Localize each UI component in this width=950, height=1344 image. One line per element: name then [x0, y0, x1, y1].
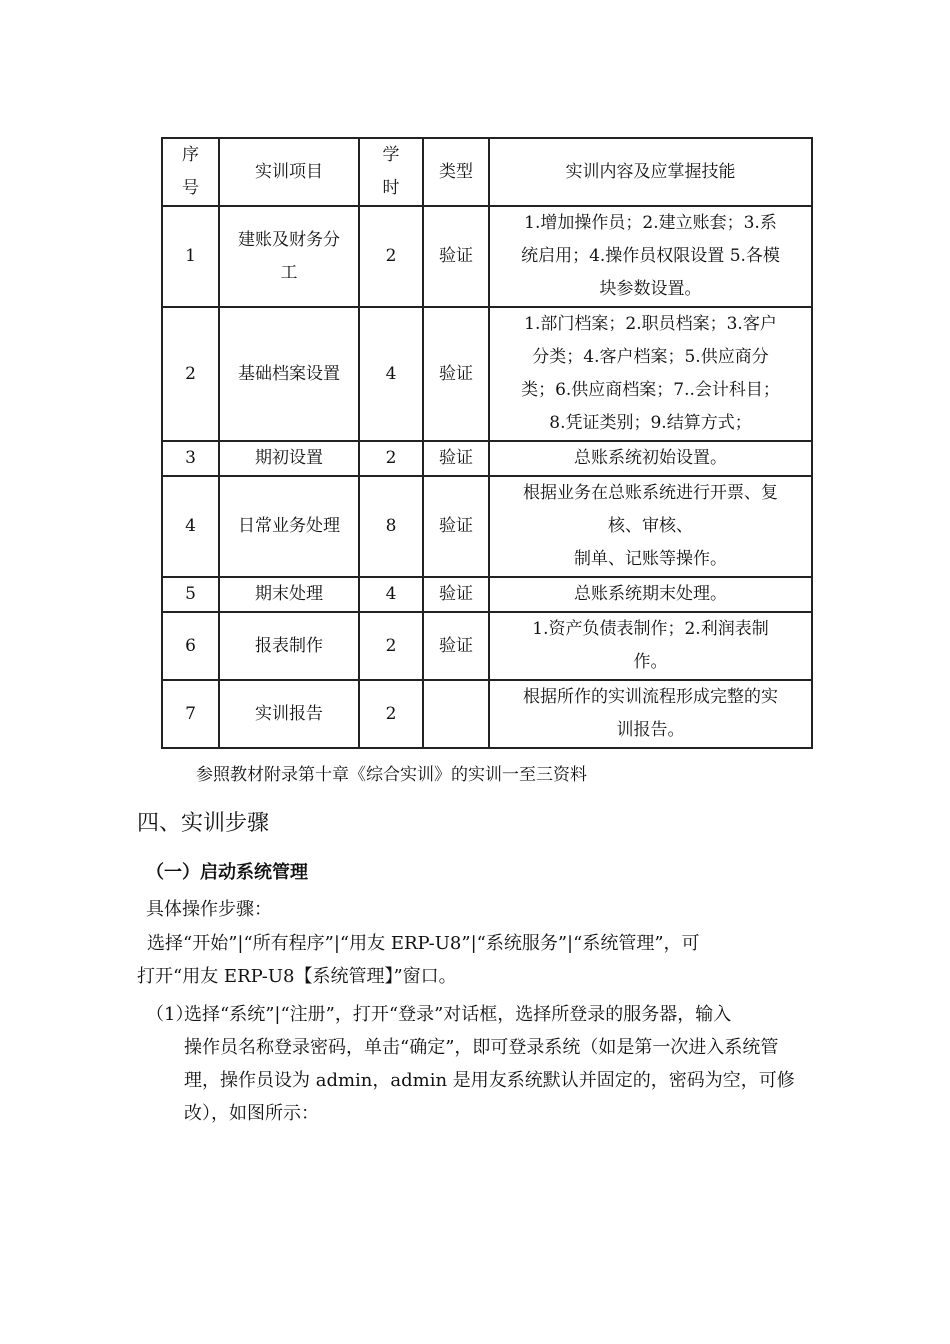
- cell-hours: 2: [359, 206, 423, 307]
- step-paragraph: [137, 927, 837, 993]
- cell-hours: 2: [359, 612, 423, 680]
- cell-no: 1: [162, 206, 219, 307]
- cell-hours: 4: [359, 307, 423, 441]
- header-type: 类型: [423, 138, 489, 206]
- cell-content: 根据所作的实训流程形成完整的实 训报告。: [489, 680, 812, 748]
- cell-item: 期初设置: [219, 441, 359, 476]
- cell-item: 日常业务处理: [219, 476, 359, 577]
- table-row: [162, 441, 812, 476]
- cell-hours: 4: [359, 577, 423, 612]
- cell-item: 实训报告: [219, 680, 359, 748]
- header-no: 序 号: [162, 138, 219, 206]
- cell-hours: 2: [359, 680, 423, 748]
- reference-note: 参照教材附录第十章《综合实训》的实训一至三资料: [196, 765, 587, 785]
- table-header-row: [162, 138, 812, 206]
- cell-no: 4: [162, 476, 219, 577]
- cell-type: 验证: [423, 307, 489, 441]
- table-row: [162, 476, 812, 577]
- cell-item: 建账及财务分 工: [219, 206, 359, 307]
- cell-type: [423, 680, 489, 748]
- cell-no: 7: [162, 680, 219, 748]
- cell-hours: 2: [359, 441, 423, 476]
- cell-content: 1.部门档案；2.职员档案；3.客户 分类；4.客户档案；5.供应商分 类；6.供应商档案；7..会计科目； 8.凭证类别；9.结算方式；: [489, 307, 812, 441]
- steps-label: 具体操作步骤：: [146, 899, 272, 920]
- cell-type: 验证: [423, 206, 489, 307]
- cell-item: 基础档案设置: [219, 307, 359, 441]
- step-item-line: 改），如图所示：: [184, 1103, 319, 1124]
- cell-no: 2: [162, 307, 219, 441]
- cell-content: 根据业务在总账系统进行开票、复 核、审核、 制单、记账等操作。: [489, 476, 812, 577]
- cell-content: 1.增加操作员；2.建立账套；3.系 统启用；4.操作员权限设置 5.各模 块参数设置。: [489, 206, 812, 307]
- table-row: [162, 680, 812, 748]
- cell-content: 总账系统期末处理。: [489, 577, 812, 612]
- step-item-1: [146, 998, 838, 1130]
- cell-type: 验证: [423, 476, 489, 577]
- step-item-line: 操作员名称登录密码，单击“确定”，即可登录系统（如是第一次进入系统管: [184, 1037, 779, 1058]
- cell-no: 6: [162, 612, 219, 680]
- header-hours: 学 时: [359, 138, 423, 206]
- cell-item: 报表制作: [219, 612, 359, 680]
- table-row: [162, 612, 812, 680]
- training-plan-table: [161, 137, 813, 749]
- step-paragraph-line-1: 选择“开始”|“所有程序”|“用友 ERP-U8”|“系统服务”|“系统管理”，可: [147, 933, 700, 954]
- cell-item: 期末处理: [219, 577, 359, 612]
- step-item-number: （1）: [146, 1004, 194, 1025]
- table-row: [162, 307, 812, 441]
- cell-no: 3: [162, 441, 219, 476]
- step-item-line: 理，操作员设为 admin，admin 是用友系统默认并固定的，密码为空，可修: [184, 1070, 795, 1091]
- section-title: 四、实训步骤: [137, 811, 270, 836]
- cell-no: 5: [162, 577, 219, 612]
- cell-content: 1.资产负债表制作；2.利润表制 作。: [489, 612, 812, 680]
- step-item-line: 选择“系统”|“注册”，打开“登录”对话框，选择所登录的服务器，输入: [184, 1004, 732, 1025]
- cell-content: 总账系统初始设置。: [489, 441, 812, 476]
- cell-type: 验证: [423, 577, 489, 612]
- step-paragraph-line-2: 打开“用友 ERP-U8【系统管理】”窗口。: [137, 966, 457, 987]
- table-row: [162, 206, 812, 307]
- training-plan-body: [162, 138, 812, 748]
- table-row: [162, 577, 812, 612]
- header-content: 实训内容及应掌握技能: [489, 138, 812, 206]
- cell-hours: 8: [359, 476, 423, 577]
- subsection-title: （一）启动系统管理: [146, 862, 308, 883]
- cell-type: 验证: [423, 612, 489, 680]
- header-item: 实训项目: [219, 138, 359, 206]
- cell-type: 验证: [423, 441, 489, 476]
